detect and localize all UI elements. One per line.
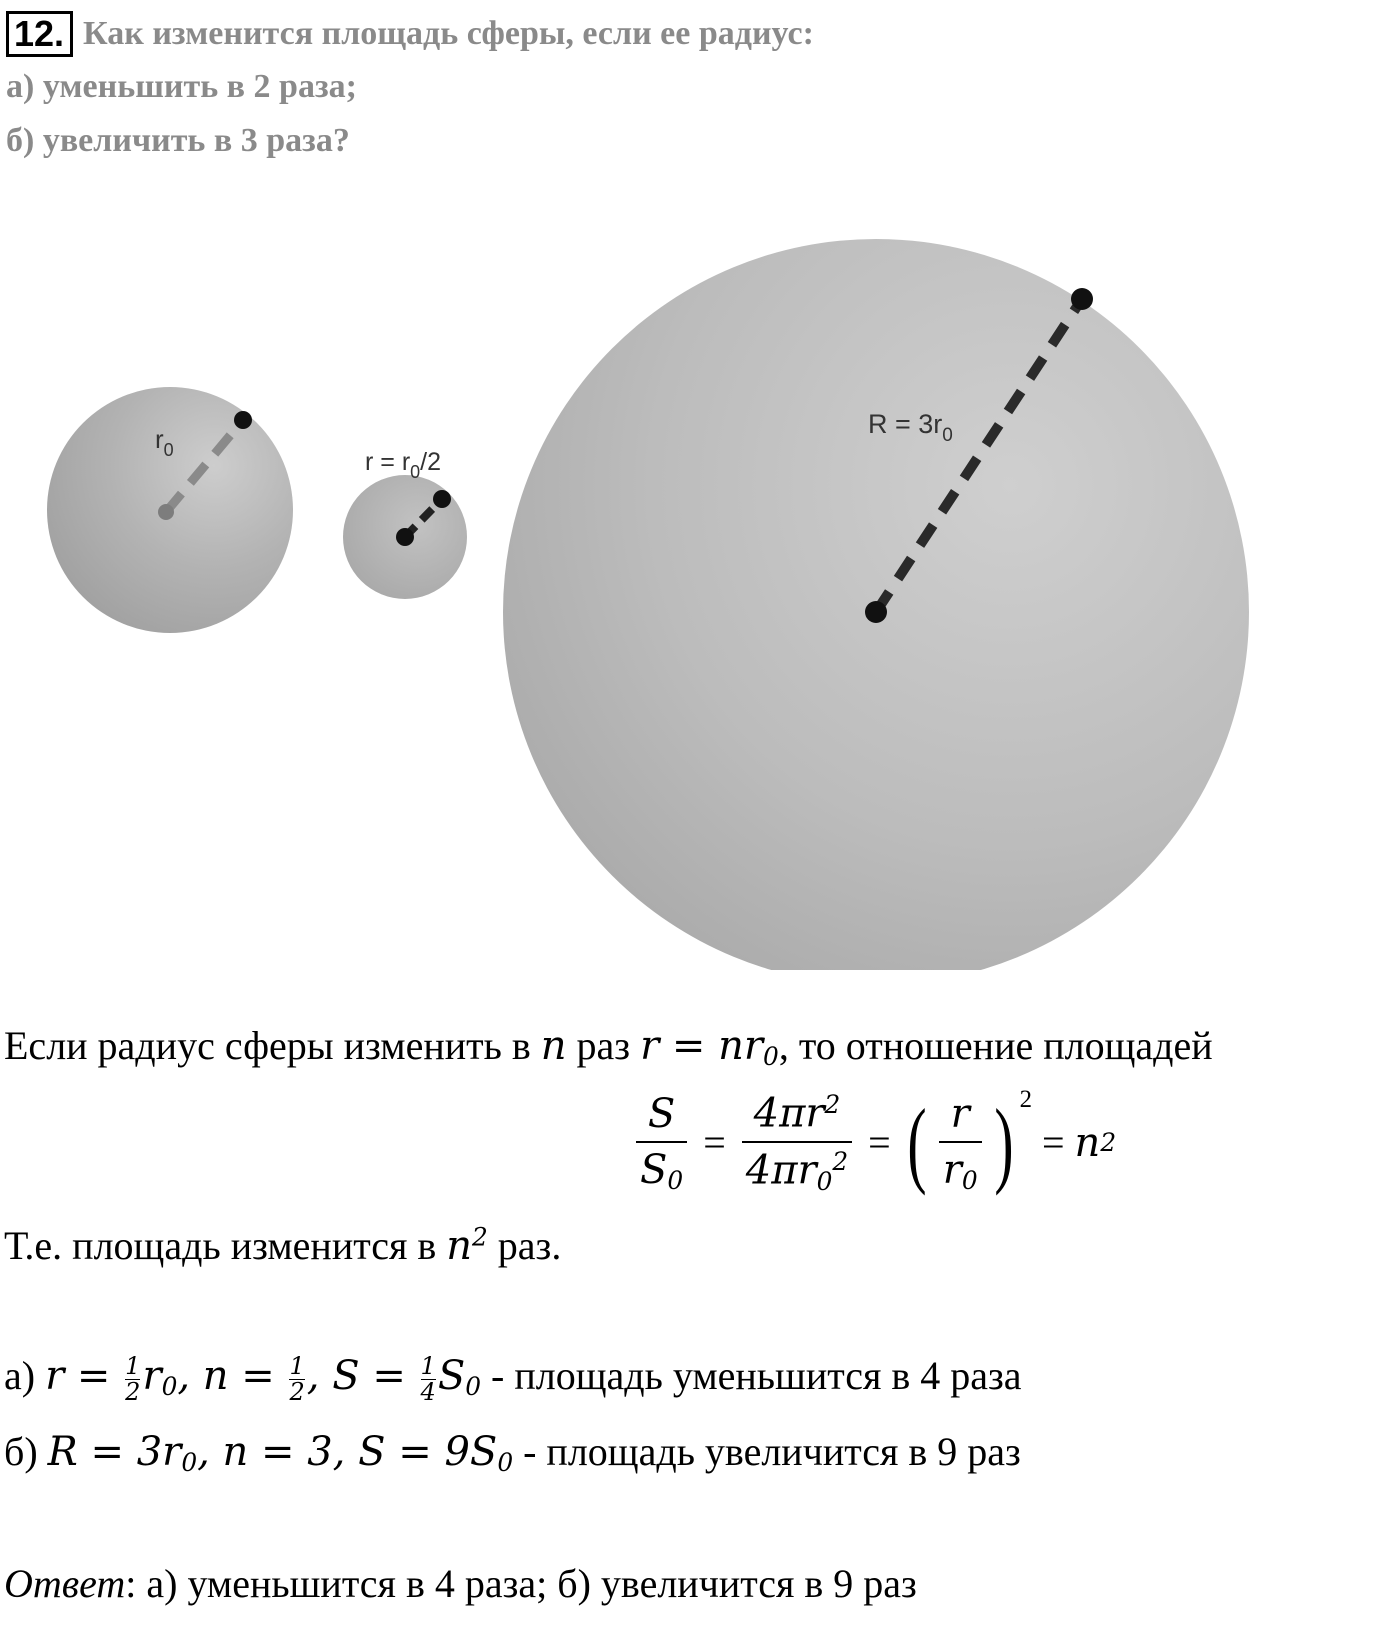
intro-formula: r = nr — [640, 1023, 764, 1069]
result-sup: 2 — [1100, 1128, 1117, 1158]
answer-text: : а) уменьшится в 4 раза; б) увеличится в 9 раз — [125, 1561, 917, 1606]
answer-label: Ответ — [4, 1561, 126, 1606]
intro-n: n — [540, 1023, 567, 1069]
answer-line — [4, 1560, 917, 1607]
power-2: 2 — [1019, 1086, 1032, 1113]
sphere-half-surface-dot — [433, 490, 451, 508]
solution-intro — [4, 1022, 1213, 1071]
sphere-r0-label: $r_0$ — [155, 424, 174, 460]
sphere-half-center-dot — [396, 528, 414, 546]
result-n: n — [1074, 1119, 1101, 1166]
equals-sign: = — [1041, 1120, 1065, 1166]
intro-text-3: , то отношение площадей — [778, 1023, 1213, 1068]
equals-sign: = — [703, 1120, 726, 1166]
sphere-half-label: $r = r_0/2$ — [365, 448, 442, 482]
problem-item-a: а) уменьшить в 2 раза; — [6, 68, 357, 105]
right-paren: ) — [994, 1088, 1014, 1196]
sphere-big — [503, 239, 1249, 970]
sphere-big-label: $R = 3r_0$ — [868, 409, 953, 446]
sphere-r0 — [47, 387, 293, 633]
problem-number: 12. — [6, 11, 73, 57]
sphere-r0-surface-dot — [234, 411, 252, 429]
problem-item-b: б) увеличить в 3 раза? — [6, 122, 350, 159]
frac-S-S0: $\frac{S}{S_0}$ — [636, 1091, 687, 1195]
sphere-big-surface-dot — [1071, 288, 1093, 310]
equals-sign: = — [868, 1120, 891, 1166]
intro-text-2: раз — [566, 1023, 641, 1068]
solution-conclusion: Т.е. площадь изменится в $n^2$ раз. — [4, 1222, 562, 1269]
problem-header — [6, 8, 814, 168]
frac-r-r0: $\frac{r}{r_0}$ — [939, 1091, 982, 1195]
sphere-r0-center-dot — [158, 504, 174, 520]
sphere-big-center-dot — [865, 601, 887, 623]
left-paren: ( — [907, 1088, 927, 1196]
sphere-half — [343, 448, 467, 599]
solution-part-a: а) r = $\frac{1}{2}$ $r_0$, n = $\frac{1}{2}$ , S = $\frac{1}{4}$ $S_0$ - площадь уменьшится в 4 раза — [4, 1352, 1022, 1407]
problem-question: Как изменится площадь сферы, если ее радиус: — [83, 15, 814, 52]
spheres-figure — [0, 230, 1400, 970]
area-ratio-formula — [630, 1086, 1117, 1196]
intro-sub: 0 — [763, 1042, 779, 1072]
frac-4pi: $\frac{4\pi r^2}{4\pi r_0^2}$ — [742, 1090, 852, 1195]
intro-text-1: Если радиус сферы изменить в — [4, 1023, 541, 1068]
problem-title-line — [6, 8, 814, 60]
solution-part-b: б) $R = 3r_0$, n = 3, $S = 9S_0$ - площадь увеличится в 9 раз — [4, 1429, 1021, 1478]
